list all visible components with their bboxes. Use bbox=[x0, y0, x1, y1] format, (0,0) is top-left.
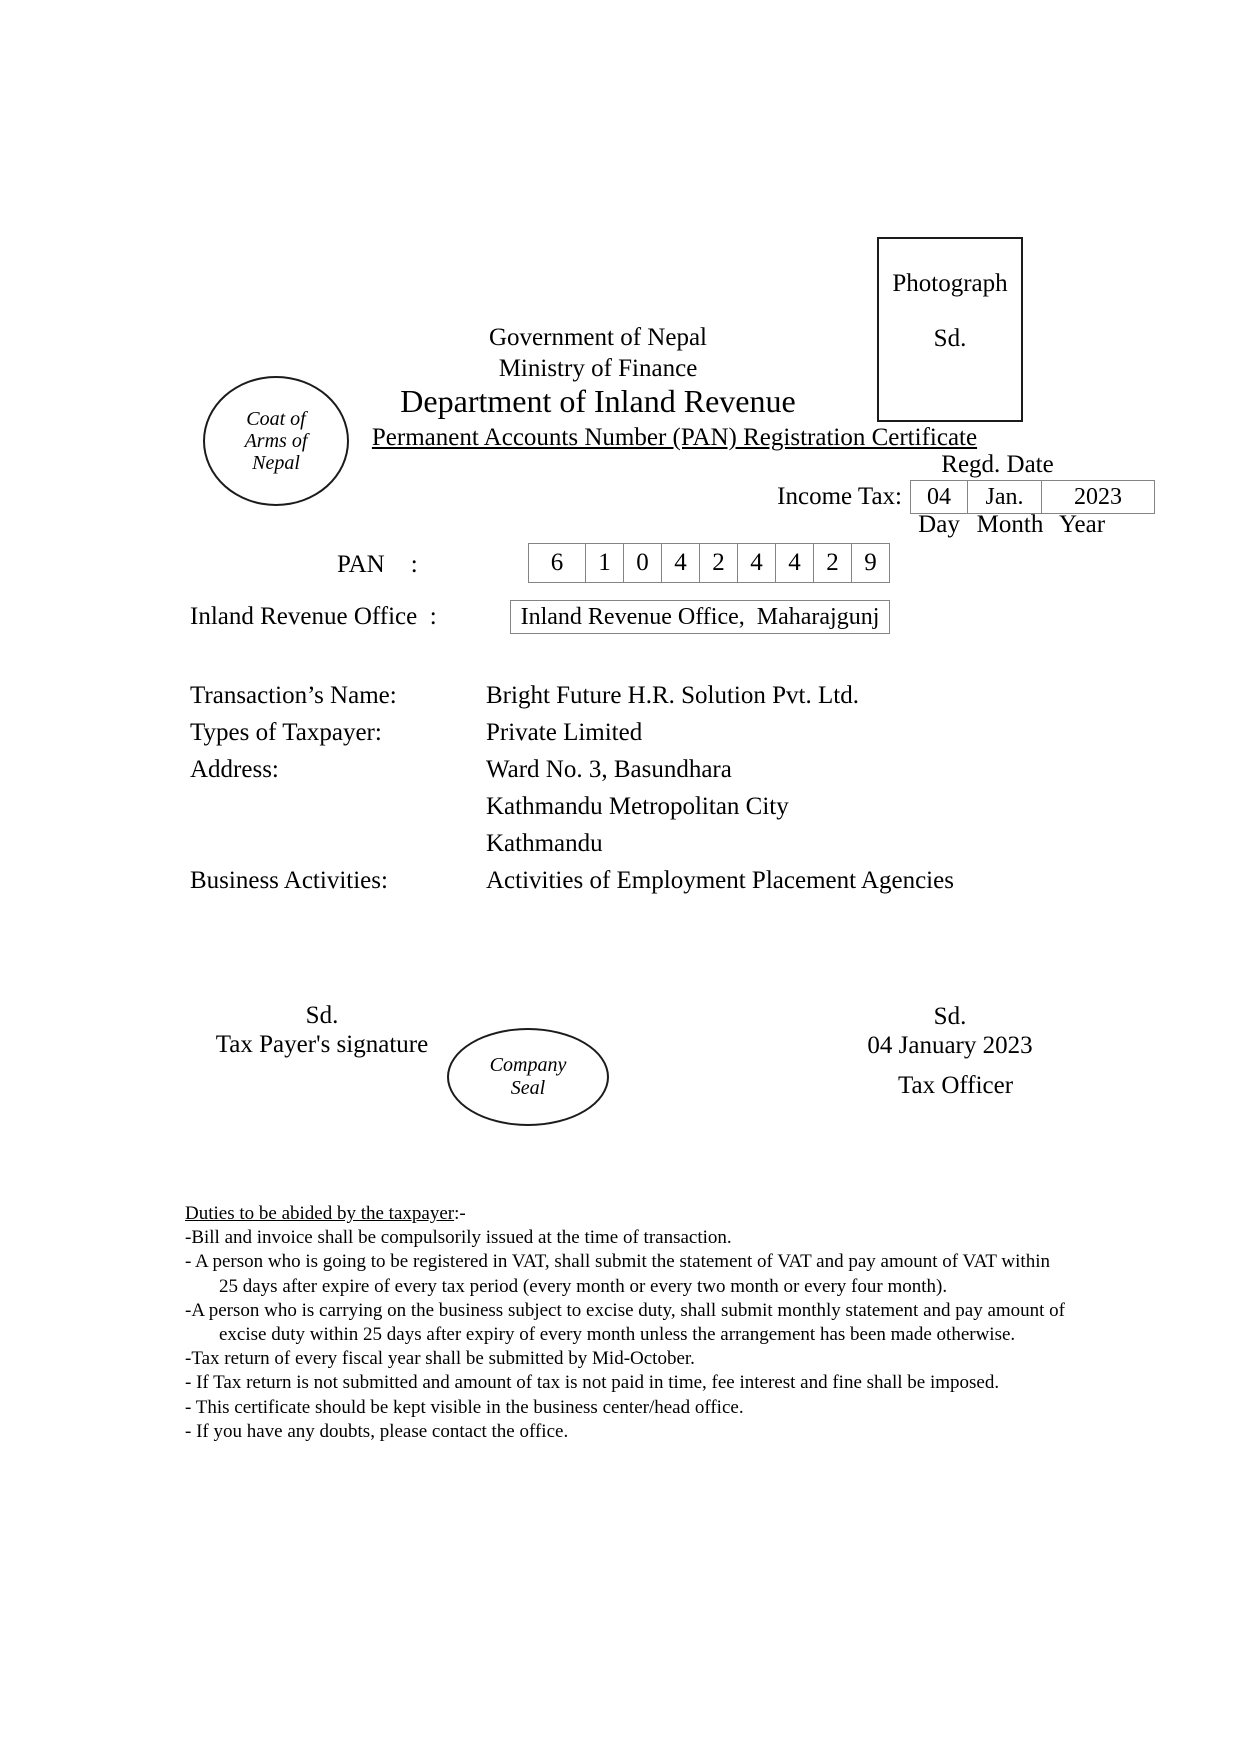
detail-value-address-2: Kathmandu Metropolitan City bbox=[486, 793, 789, 820]
pan-number-table bbox=[528, 543, 890, 583]
duty-item: - This certificate should be kept visible in the business center/head office. bbox=[185, 1396, 744, 1418]
duty-item-continuation: 25 days after expire of every tax period (every month or every two month or every four month). bbox=[219, 1275, 948, 1297]
tax-officer-sd: Sd. bbox=[933, 1003, 967, 1030]
header-department: Department of Inland Revenue bbox=[400, 383, 796, 419]
pan-digit: 1 bbox=[585, 544, 623, 582]
duty-item: -A person who is carrying on the business subject to excise duty, shall submit monthly statement and pay amount of bbox=[185, 1299, 1066, 1321]
year-caption: Year bbox=[1058, 511, 1106, 538]
duty-item: - If you have any doubts, please contact the office. bbox=[185, 1420, 569, 1442]
regd-year-cell: 2023 bbox=[1041, 481, 1154, 513]
detail-value-business-activities: Activities of Employment Placement Agencies bbox=[486, 867, 954, 894]
company-seal bbox=[447, 1028, 609, 1126]
company-seal-line-2: Seal bbox=[510, 1077, 546, 1099]
company-seal-line-1: Company bbox=[489, 1054, 567, 1076]
pan-label-colon: : bbox=[410, 551, 418, 578]
coat-of-arms-seal bbox=[203, 376, 349, 506]
detail-value-address-1: Ward No. 3, Basundhara bbox=[486, 756, 732, 783]
duties-section bbox=[185, 1202, 1200, 1444]
detail-value-transaction-name: Bright Future H.R. Solution Pvt. Ltd. bbox=[486, 682, 859, 709]
pan-digit: 0 bbox=[623, 544, 661, 582]
tax-officer-date: 04 January 2023 bbox=[867, 1032, 1033, 1059]
coat-line-2: Arms of bbox=[244, 430, 308, 452]
coat-line-1: Coat of bbox=[246, 408, 306, 430]
duty-item: - A person who is going to be registered in VAT, shall submit the statement of VAT and pay amount of VAT within bbox=[185, 1251, 1050, 1273]
coat-line-3: Nepal bbox=[252, 452, 300, 474]
duty-item-continuation: excise duty within 25 days after expiry of every month unless the arrangement has been made otherwise. bbox=[219, 1324, 1016, 1346]
photograph-label: Photograph bbox=[892, 270, 1008, 297]
duties-heading-suffix: :- bbox=[454, 1203, 466, 1224]
photograph-box bbox=[877, 237, 1023, 422]
tax-officer-label: Tax Officer bbox=[897, 1072, 1014, 1099]
regd-month-cell: Jan. bbox=[967, 481, 1041, 513]
detail-value-taxpayer-type: Private Limited bbox=[486, 719, 643, 746]
pan-label-text: PAN bbox=[337, 551, 385, 578]
detail-value-address-3: Kathmandu bbox=[486, 830, 603, 857]
regd-date-table bbox=[910, 480, 1155, 514]
pan-label bbox=[337, 551, 418, 579]
pan-digit: 4 bbox=[737, 544, 775, 582]
pan-digit: 2 bbox=[813, 544, 851, 582]
taxpayer-signature-label: Tax Payer's signature bbox=[215, 1031, 429, 1058]
pan-digit: 4 bbox=[661, 544, 699, 582]
pan-digit: 2 bbox=[699, 544, 737, 582]
duty-item: -Bill and invoice shall be compulsorily issued at the time of transaction. bbox=[185, 1227, 732, 1249]
day-caption: Day bbox=[918, 511, 960, 538]
pan-digit: 4 bbox=[775, 544, 813, 582]
header-ministry: Ministry of Finance bbox=[498, 355, 698, 382]
photograph-sd: Sd. bbox=[933, 325, 967, 352]
duties-heading bbox=[185, 1202, 1200, 1226]
duty-item: - If Tax return is not submitted and amount of tax is not paid in time, fee interest and fine shall be imposed. bbox=[185, 1372, 1000, 1394]
revenue-office-value: Inland Revenue Office, Maharajgunj bbox=[520, 603, 880, 630]
detail-label-business-activities: Business Activities: bbox=[190, 867, 388, 894]
month-caption: Month bbox=[976, 511, 1044, 538]
revenue-office-box bbox=[510, 600, 890, 634]
duty-item: -Tax return of every fiscal year shall be submitted by Mid-October. bbox=[185, 1348, 695, 1370]
header-government: Government of Nepal bbox=[489, 324, 707, 351]
header-certificate-title: Permanent Accounts Number (PAN) Registration Certificate bbox=[371, 424, 978, 451]
pan-digit: 6 bbox=[550, 549, 564, 576]
taxpayer-sd: Sd. bbox=[305, 1002, 339, 1029]
revenue-office-label: Inland Revenue Office : bbox=[190, 603, 437, 630]
detail-label-taxpayer-type: Types of Taxpayer: bbox=[190, 719, 382, 746]
income-tax-label: Income Tax: bbox=[777, 483, 902, 510]
detail-label-transaction-name: Transaction’s Name: bbox=[190, 682, 397, 709]
pan-digit: 9 bbox=[851, 544, 889, 582]
regd-date-label: Regd. Date bbox=[941, 451, 1054, 478]
detail-label-address: Address: bbox=[190, 756, 279, 783]
regd-day-cell: 04 bbox=[927, 483, 951, 510]
duties-heading-text: Duties to be abided by the taxpayer bbox=[185, 1203, 455, 1224]
